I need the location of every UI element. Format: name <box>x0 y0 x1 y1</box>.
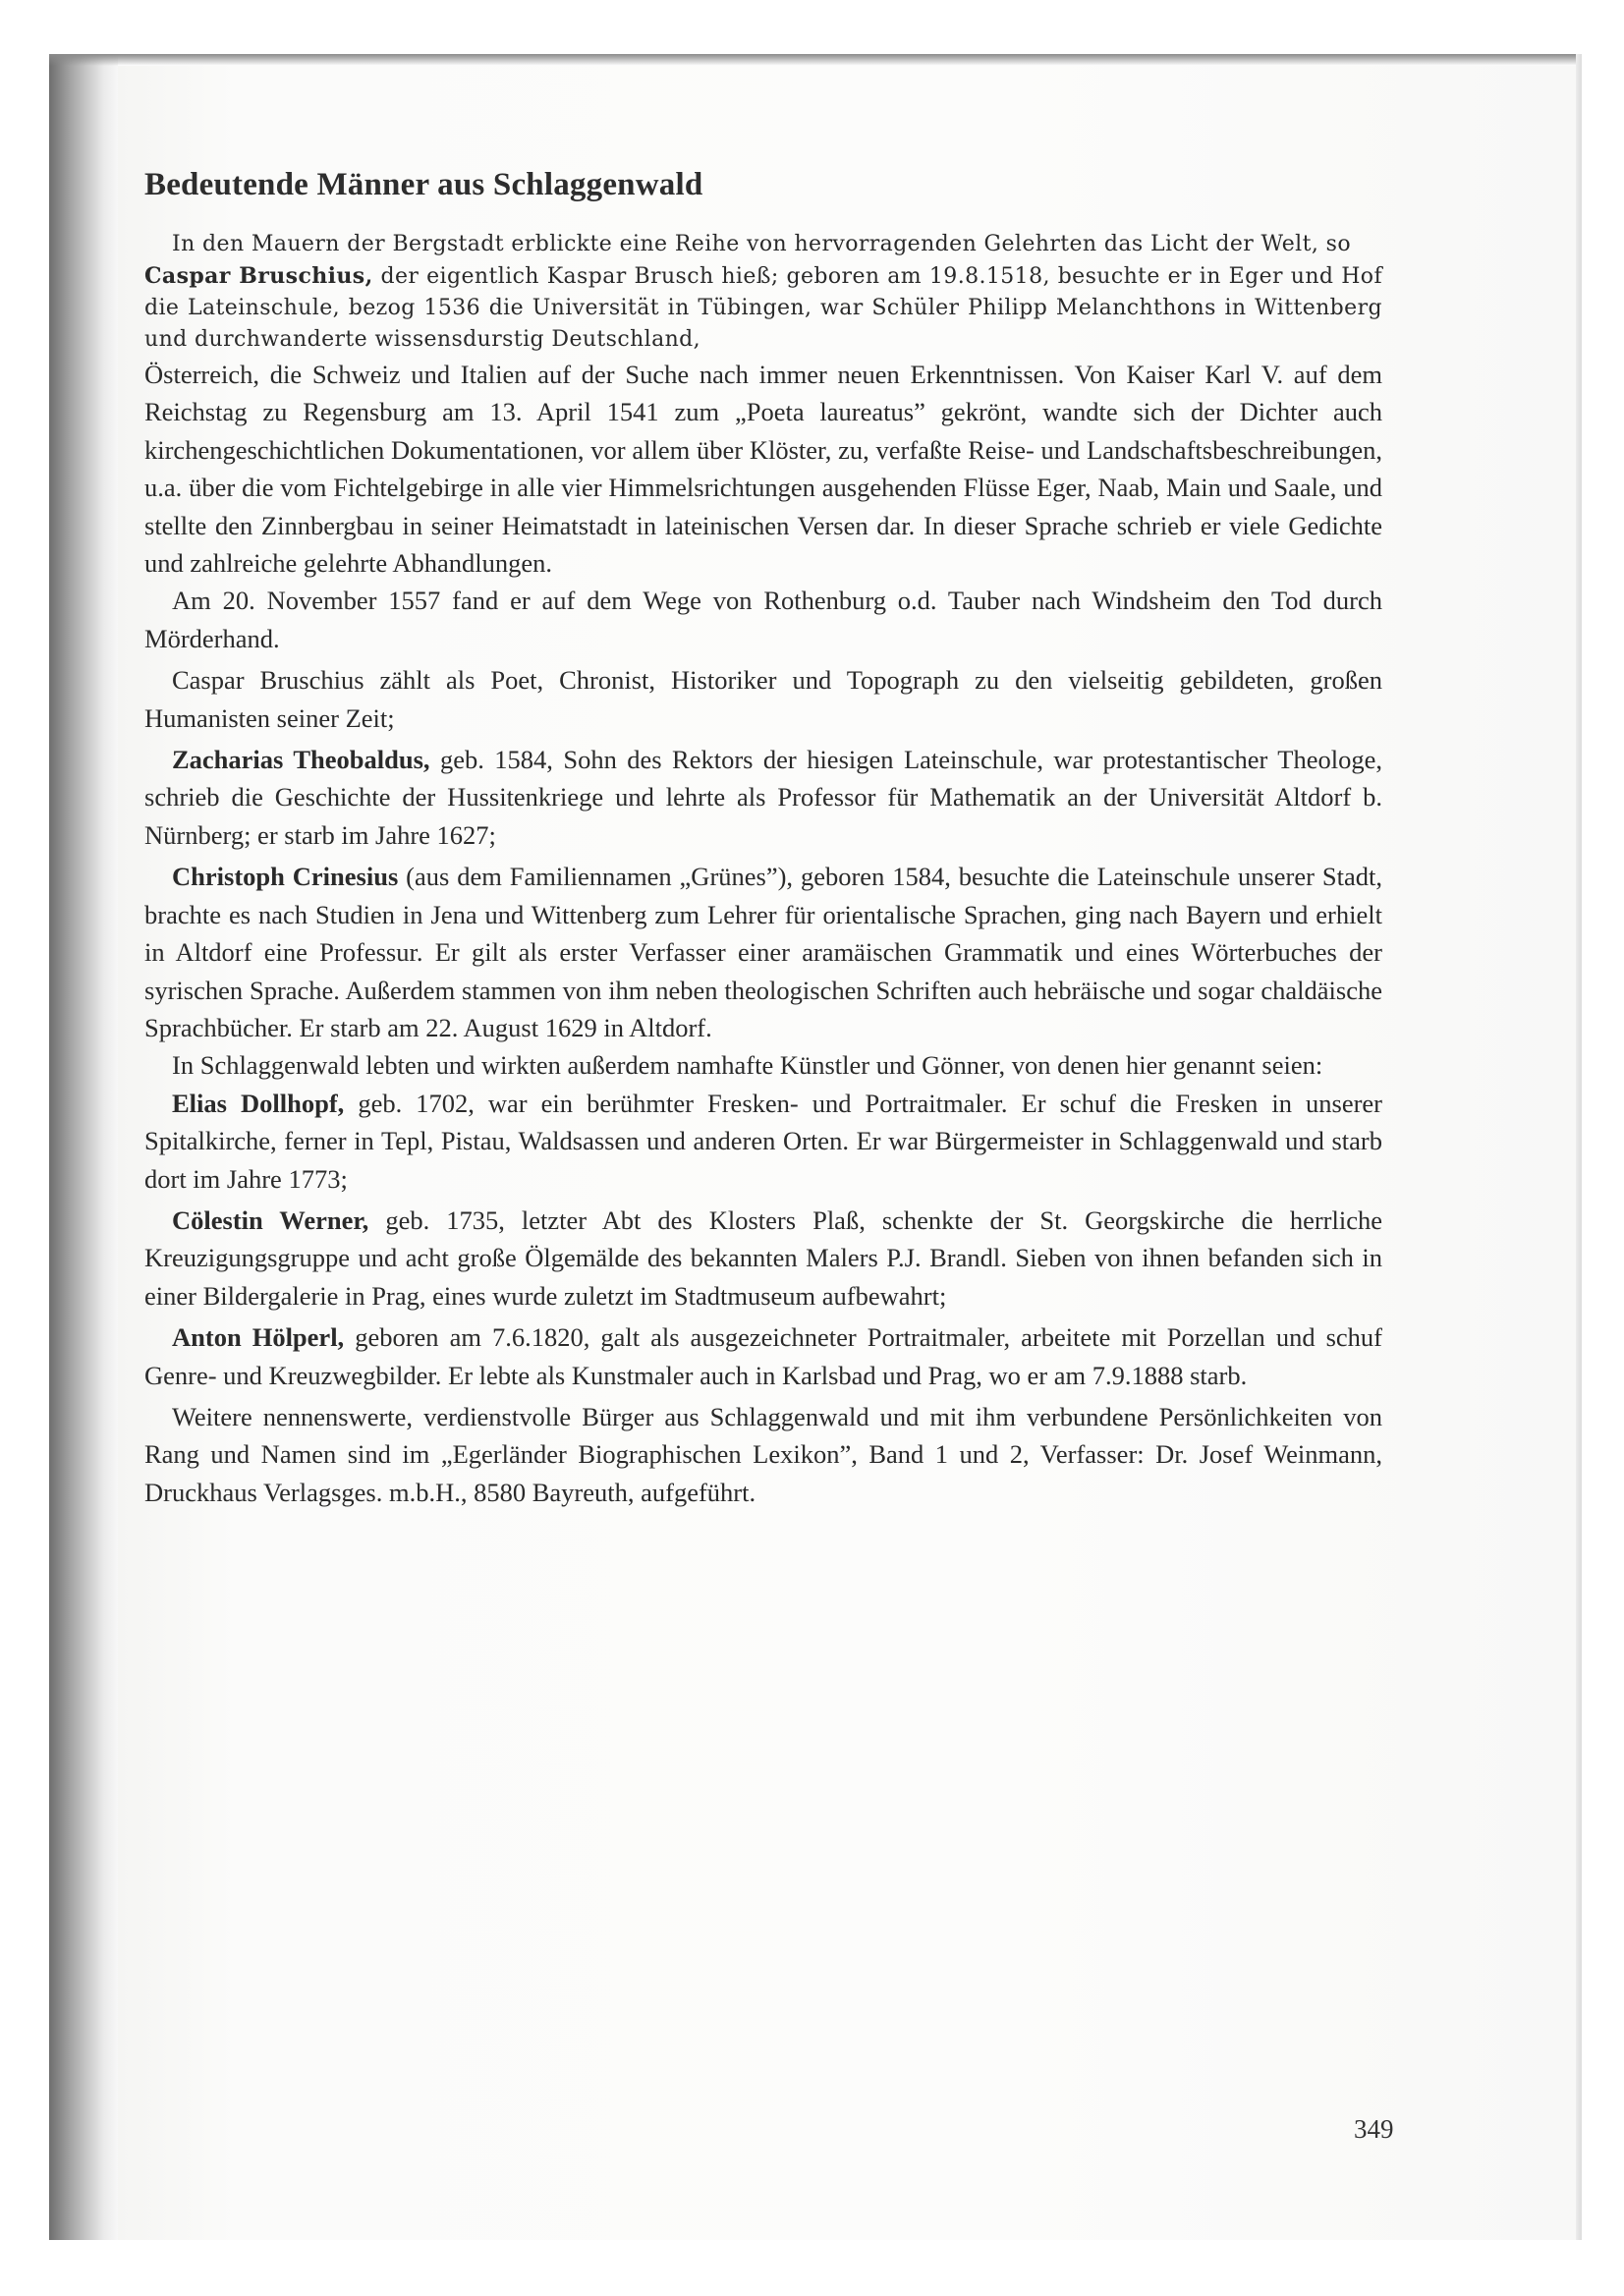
bruschius-paragraph-lead <box>144 260 1382 356</box>
bruschius-death-text: Am 20. November 1557 fand er auf dem Wege von Rothenburg o.d. Tauber nach Windsheim den Tod durch Mörderhand. <box>144 586 1382 653</box>
theobaldus-text: geb. 1584, Sohn des Rektors der hiesigen Lateinschule, war protestantischer Theologe, schrieb die Geschichte der Hussitenkriege und lehrte als Professor für Mathematik an der Universität Altdorf b. Nürnberg; er starb im Jahre 1627; <box>144 745 1382 850</box>
dollhopf-text: geb. 1702, war ein berühmter Fresken- und Portraitmaler. Er schuf die Fresken in unserer Spitalkirche, ferner in Tepl, Pistau, Waldsassen und anderen Orten. Er war Bürgermeister in Schlaggenwald und starb dort im Jahre 1773; <box>144 1088 1382 1194</box>
theobaldus-paragraph <box>144 741 1382 854</box>
page-title: Bedeutende Männer aus Schlaggenwald <box>144 167 703 202</box>
hoelperl-text: geboren am 7.6.1820, galt als ausgezeichneter Portraitmaler, arbeitete mit Porzellan und schuf Genre- und Kreuzwegbilder. Er lebte als Kunstmaler auch in Karlsbad und Prag, wo er am 7.9.1888 starb. <box>144 1322 1382 1390</box>
person-name-dollhopf: Elias Dollhopf, <box>172 1088 345 1118</box>
person-name-hoelperl: Anton Hölperl, <box>172 1322 345 1353</box>
closing-text: Weitere nennenswerte, verdienstvolle Bürger aus Schlaggenwald und mit ihm verbundene Persönlichkeiten von Rang und Namen sind im „Egerländer Biographischen Lexikon”, Band 1 und 2, Verfasser: Dr. Josef Weinmann, Druckhaus Verlagsges. m.b.H., 8580 Bayreuth, aufgeführt. <box>144 1401 1382 1507</box>
dollhopf-paragraph <box>144 1085 1382 1198</box>
person-name-theobaldus: Zacharias Theobaldus, <box>172 745 430 775</box>
hoelperl-paragraph <box>144 1318 1382 1394</box>
bruschius-summary-text: Caspar Bruschius zählt als Poet, Chronist, Historiker und Topograph zu den vielseitig gebildeten, großen Humanisten seiner Zeit; <box>144 665 1382 733</box>
page-content <box>144 167 1382 1511</box>
intro-text: In den Mauern der Bergstadt erblickte eine Reihe von hervorragenden Gelehrten das Licht der Welt, so <box>172 232 1351 256</box>
crinesius-text: (aus dem Familiennamen „Grünes”), geboren 1584, besuchte die Lateinschule unserer Stadt, brachte es nach Studien in Jena und Wittenberg zum Lehrer für orientalische Sprachen, ging nach Bayern und erhielt in Altdorf eine Professur. Er gilt als erster Verfasser einer aramäischen Grammatik und eines Wörterbuches der syrischen Sprache. Außerdem stammen von ihm neben theologischen Schriften auch hebräische und sogar chaldäische Sprachbücher. Er starb am 22. August 1629 in Altdorf. <box>144 862 1382 1042</box>
crinesius-paragraph <box>144 858 1382 1046</box>
person-name-werner: Cölestin Werner, <box>172 1204 369 1235</box>
page-edge <box>1576 54 1582 2240</box>
closing-paragraph <box>144 1398 1382 1511</box>
werner-paragraph <box>144 1202 1382 1315</box>
person-name-bruschius: Caspar Bruschius, <box>144 263 373 289</box>
bruschius-summary-paragraph <box>144 661 1382 737</box>
artists-intro-text: In Schlaggenwald lebten und wirkten außerdem namhafte Künstler und Gönner, von denen hier genannt seien: <box>172 1050 1323 1081</box>
bruschius-text: Österreich, die Schweiz und Italien auf der Suche nach immer neuen Erkenntnissen. Von Kaiser Karl V. auf dem Reichstag zu Regensburg am 13. April 1541 zum „Poeta laureatus” gekrönt, wandte sich der Dichter auch kirchengeschichtlichen Dokumentationen, vor allem über Klöster, zu, verfaßte Reise- und Landschaftsbeschreibungen, u.a. über die vom Fichtelgebirge in alle vier Himmelsrichtungen ausgehenden Flüsse Eger, Naab, Main und Saale, und stellte den Zinnbergbau in seiner Heimatstadt in lateinischen Versen dar. In dieser Sprache schrieb er viele Gedichte und zahlreiche gelehrte Abhandlungen. <box>144 360 1382 579</box>
page-number: 349 <box>1354 2114 1394 2144</box>
werner-text: geb. 1735, letzter Abt des Klosters Plaß, schenkte der St. Georgskirche die herrliche Kreuzigungsgruppe und acht große Ölgemälde des bekannten Malers P.J. Brandl. Sieben von ihnen befanden sich in einer Bildergalerie in Prag, eines wurde zuletzt im Stadtmuseum aufbewahrt; <box>144 1204 1382 1311</box>
scan-shadow-left <box>49 54 118 2240</box>
scan-shadow-top <box>49 54 1582 66</box>
artists-intro-paragraph <box>144 1046 1382 1084</box>
bruschius-death-paragraph <box>144 582 1382 657</box>
person-name-crinesius: Christoph Crinesius <box>172 862 399 892</box>
bruschius-paragraph <box>144 356 1382 582</box>
intro-paragraph <box>144 229 1382 260</box>
bruschius-text-lead: der eigentlich Kaspar Brusch hieß; geboren am 19.8.1518, besuchte er in Eger und Hof die Lateinschule, bezog 1536 die Universität in Tübingen, war Schüler Philipp Melanchthons in Wittenberg und durchwanderte wissensdurstig Deutschland, <box>144 264 1382 352</box>
